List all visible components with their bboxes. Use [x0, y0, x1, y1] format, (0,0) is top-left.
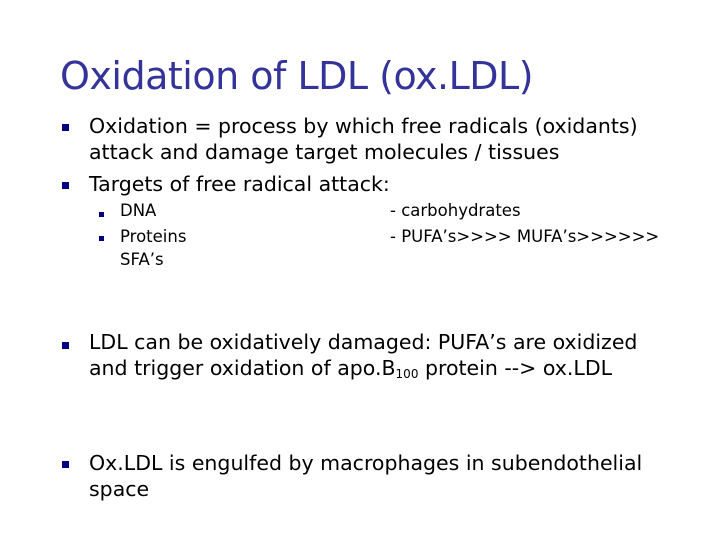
bullet-3-line-2	[89, 355, 612, 381]
slide-title: Oxidation of LDL (ox.LDL)	[60, 54, 534, 98]
sub-bullet-continuation: SFA’s	[120, 250, 164, 269]
bullet-3-line-2-post: protein --> ox.LDL	[418, 356, 613, 380]
bullet-marker-2	[62, 182, 69, 189]
bullet-marker-1	[62, 124, 69, 131]
sub-bullet-1-right: - carbohydrates	[390, 201, 521, 220]
apo-b-subscript: 100	[395, 367, 419, 381]
bullet-3-line-2-pre: and trigger oxidation of apo.B	[89, 356, 396, 380]
bullet-2-line-1: Targets of free radical attack:	[89, 172, 390, 196]
sub-bullet-2-right: - PUFA’s>>>> MUFA’s>>>>>>	[390, 227, 660, 246]
sub-bullet-2-left: Proteins	[120, 227, 187, 246]
bullet-marker-4	[62, 461, 69, 468]
bullet-1-line-2: attack and damage target molecules / tissues	[89, 140, 560, 164]
sub-bullet-marker-1	[99, 212, 104, 217]
bullet-3-line-1: LDL can be oxidatively damaged: PUFA’s are oxidized	[89, 330, 638, 354]
bullet-1-line-1: Oxidation = process by which free radicals (oxidants)	[89, 114, 638, 138]
bullet-4-line-2: space	[89, 477, 150, 501]
sub-bullet-marker-2	[99, 236, 104, 241]
bullet-4-line-1: Ox.LDL is engulfed by macrophages in subendothelial	[89, 451, 643, 475]
bullet-marker-3	[62, 342, 69, 349]
sub-bullet-1-left: DNA	[120, 201, 157, 220]
